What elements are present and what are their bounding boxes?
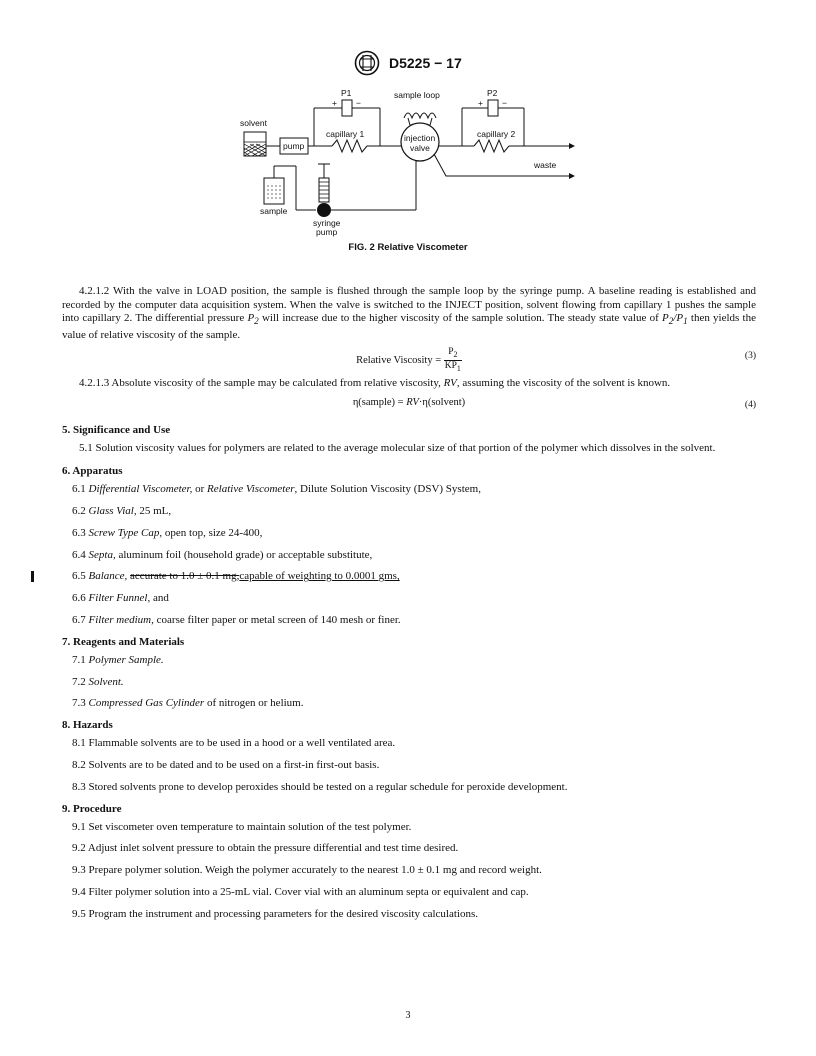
equation-number: (4) [744,399,756,410]
p2-minus: − [502,98,507,108]
document-body [62,285,756,930]
sample-loop-label: sample loop [394,90,440,100]
section-heading-7: 7. Reagents and Materials [62,635,185,648]
list-item: 6.7 Filter medium, coarse filter paper or metal screen of 140 mesh or finer. [72,613,401,626]
capillary-1-resistor [332,140,374,152]
paragraph-4-2-1-2: 4.2.1.2 With the valve in LOAD position, the sample is flushed through the sample loop by the syringe pump. A baseline reading is established and recorded by the computer data acquisition system. When the valve is switched to the INJECT position, solvent flowing from capillary 1 pushes the sample into capillary 2. The differential pressure $P_2$ will increase due to the higher viscosity of the sample solution. The steady state value of $P_2/P_1$ then yields the value of relative viscosity of the sample. [62,285,756,341]
list-item: 9.2 Adjust inlet solvent pressure to obtain the pressure differential and test time desired. [72,842,459,855]
relative-viscometer-diagram [234,80,584,250]
capillary-2-resistor [474,140,509,152]
solvent-reservoir [244,132,266,156]
list-item-revised: 6.5 Balance, accurate to 1.0 ± 0.1 mg,capable of weighting to 0.0001 gms, [62,570,756,583]
paragraph-5-1: 5.1 Solution viscosity values for polymers are related to the average molecular size of that portion of the polymer which dissolves in the solvent. [79,441,716,454]
sample-loop-coil [404,113,436,118]
section-heading-5: 5. Significance and Use [62,423,171,436]
solvent-label: solvent [240,118,267,128]
capillary-2-label: capillary 2 [477,129,516,139]
deleted-text: accurate to 1.0 ± 0.1 mg, [130,570,240,583]
list-item: 6.3 Screw Type Cap, open top, size 24-400, [72,526,263,539]
list-item: 9.1 Set viscometer oven temperature to maintain solution of the test polymer. [72,820,412,833]
list-item: 8.3 Stored solvents prone to develop peroxides should be tested on a regular schedule for peroxide development. [72,780,568,793]
page-header [0,50,816,76]
list-item: 7.1 Polymer Sample. [72,653,164,666]
section-heading-9: 9. Procedure [62,802,122,815]
section-heading-8: 8. Hazards [62,719,113,732]
sample-label: sample [260,206,288,216]
paragraph-4-2-1-3: 4.2.1.3 Absolute viscosity of the sample may be calculated from relative viscosity, RV, assuming the viscosity of the solvent is known. [79,377,671,390]
capillary-1-label: capillary 1 [326,129,365,139]
equation-4: η(sample) = RV·η(solvent) (4) [352,396,756,410]
list-item: 6.1 Differential Viscometer, or Relative Viscometer, Dilute Solution Viscosity (DSV) System, [72,483,481,496]
valve-label: valve [410,143,430,153]
list-item: 7.3 Compressed Gas Cylinder of nitrogen or helium. [72,697,304,710]
list-item: 8.1 Flammable solvents are to be used in a hood or a well ventilated area. [72,737,396,750]
list-item: 9.4 Filter polymer solution into a 25-mL vial. Cover vial with an aluminum septa or equivalent and cap. [72,885,529,898]
p2-plus: + [478,98,483,108]
equation-number: (3) [744,351,756,362]
document-designation: D5225 − 17 [388,55,462,71]
list-item: 6.4 Septa, aluminum foil (household grade) or acceptable substitute, [72,548,373,561]
pump-label: pump [283,141,305,151]
p2-label: P2 [487,88,498,98]
p1-plus: + [332,98,337,108]
sample-vial [264,178,284,204]
injection-label: injection [404,133,436,143]
astm-logo [354,50,380,76]
p1-minus: − [356,98,361,108]
list-item: 6.2 Glass Vial, 25 mL, [72,504,172,517]
list-item: 9.3 Prepare polymer solution. Weigh the polymer accurately to the nearest 1.0 ± 0.1 mg and record weight. [72,864,542,877]
section-heading-6: 6. Apparatus [62,465,123,478]
waste-label: waste [534,160,557,170]
p2-transducer [488,100,498,116]
syringe-pump-motor [317,203,331,217]
list-item: 7.2 Solvent. [72,675,124,688]
figure-caption: FIG. 2 Relative Viscometer [348,242,468,253]
list-item: 8.2 Solvents are to be dated and to be used on a first-in first-out basis. [72,758,380,771]
page-number: 3 [405,1010,411,1021]
change-bar [31,571,34,582]
inserted-text: capable of weighting to 0.0001 gms, [239,570,400,583]
list-item: 6.6 Filter Funnel, and [72,592,169,605]
syringe-pump-label: pump [316,227,338,237]
equation-3: Relative Viscosity = $\frac{P_2}{KP_1}$ (3) [356,347,756,373]
p1-transducer [342,100,352,116]
p1-label: P1 [341,88,352,98]
list-item: 9.5 Program the instrument and processing parameters for the desired viscosity calculations. [72,907,478,920]
syringe-label: syringe [313,218,341,228]
